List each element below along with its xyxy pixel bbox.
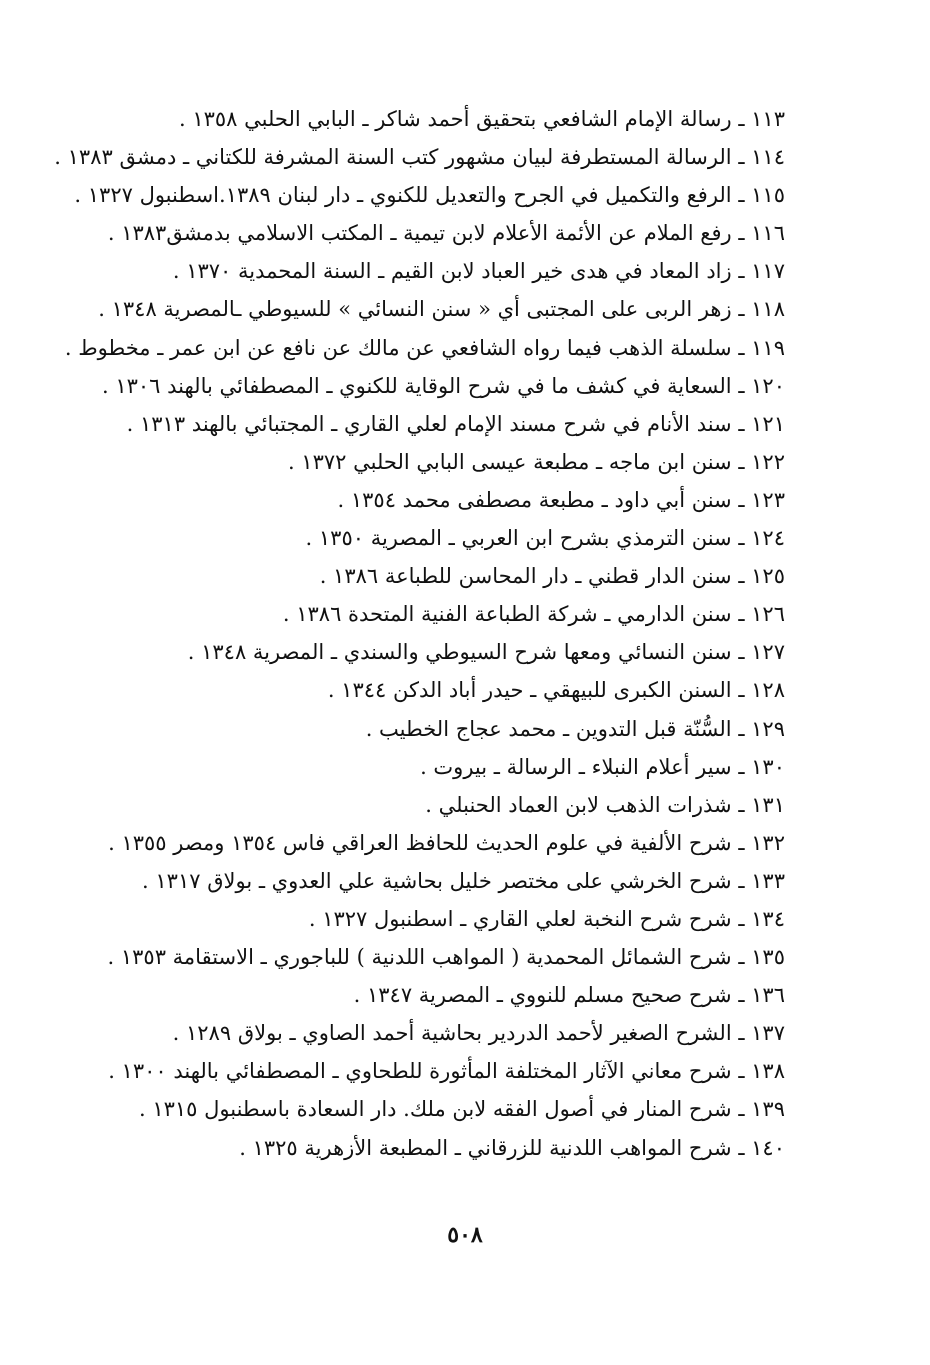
page-number: ٥٠٨ (447, 1222, 483, 1248)
bibliography-entry: ١١٧ ـ زاد المعاد في هدى خير العباد لابن القيم ـ السنة المحمدية ١٣٧٠ . (172, 259, 785, 284)
bibliography-entry: ١٢٤ ـ سنن الترمذي بشرح ابن العربي ـ المصرية ١٣٥٠ . (305, 526, 785, 551)
bibliography-entry: ١٣٦ ـ شرح صحيح مسلم للنووي ـ المصرية ١٣٤٧ . (353, 983, 785, 1008)
bibliography-entry: ١١٨ ـ زهر الربى على المجتبى أي « سنن النسائي » للسيوطي ـالمصرية ١٣٤٨ . (98, 297, 785, 322)
bibliography-entry: ١٣١ ـ شذرات الذهب لابن العماد الحنبلي . (425, 792, 785, 817)
bibliography-list (54, 100, 785, 1167)
bibliography-entry: ١٢٠ ـ السعاية في كشف ما في شرح الوقاية للكنوي ـ المصطفائي بالهند ١٣٠٦ . (101, 373, 785, 398)
bibliography-entry: ١١٥ ـ الرفع والتكميل في الجرح والتعديل للكنوي ـ دار لبنان ١٣٨٩.اسطنبول ١٣٢٧ . (74, 183, 785, 208)
bibliography-entry: ١١٦ ـ رفع الملام عن الأئمة الأعلام لابن تيمية ـ المكتب الاسلامي بدمشق١٣٨٣ . (107, 221, 785, 246)
bibliography-entry: ١٣٠ ـ سير أعلام النبلاء ـ الرسالة ـ بيروت . (420, 754, 785, 779)
bibliography-entry: ١٢٧ ـ سنن النسائي ومعها شرح السيوطي والسندي ـ المصرية ١٣٤٨ . (187, 640, 785, 665)
bibliography-entry: ١٣٤ ـ شرح شرح النخبة لعلي القاري ـ اسطنبول ١٣٢٧ . (308, 906, 785, 931)
bibliography-entry: ١٢١ ـ سند الأنام في شرح مسند الإمام لعلي القاري ـ المجتبائي بالهند ١٣١٣ . (126, 411, 785, 436)
bibliography-entry: ١٣٣ ـ شرح الخرشي على مختصر خليل بحاشية علي العدوي ـ بولاق ١٣١٧ . (142, 868, 785, 893)
bibliography-entry: ١٣٢ ـ شرح الألفية في علوم الحديث للحافظ العراقي فاس ١٣٥٤ ومصر ١٣٥٥ . (108, 830, 785, 855)
bibliography-entry: ١٣٨ ـ شرح معاني الآثار المختلفة المأثورة للطحاوي ـ المصطفائي بالهند ١٣٠٠ . (108, 1059, 785, 1084)
bibliography-entry: ١١٩ ـ سلسلة الذهب فيما رواه الشافعي عن مالك عن نافع عن ابن عمر ـ مخطوط . (64, 335, 785, 360)
bibliography-entry: ١٣٥ ـ شرح الشمائل المحمدية ( المواهب اللدنية ) للباجوري ـ الاستقامة ١٣٥٣ . (107, 945, 785, 970)
bibliography-entry: ١٢٨ ـ السنن الكبرى للبيهقي ـ حيدر أباد الدكن ١٣٤٤ . (327, 678, 785, 703)
bibliography-entry: ١٣٩ ـ شرح المنار في أصول الفقه لابن ملك. دار السعادة باسطنبول ١٣١٥ . (138, 1097, 785, 1122)
bibliography-entry: ١٢٥ ـ سنن الدار قطني ـ دار المحاسن للطباعة ١٣٨٦ . (319, 564, 785, 589)
bibliography-entry: ١٢٢ ـ سنن ابن ماجه ـ مطبعة عيسى البابي الحلبي ١٣٧٢ . (287, 449, 785, 474)
bibliography-entry: ١٢٣ ـ سنن أبي داود ـ مطبعة مصطفى محمد ١٣٥٤ . (337, 487, 785, 512)
bibliography-entry: ١٤٠ ـ شرح المواهب اللدنية للزرقاني ـ المطبعة الأزهرية ١٣٢٥ . (239, 1135, 785, 1160)
bibliography-entry: ١٢٩ ـ السُّنّة قبل التدوين ـ محمد عجاج الخطيب . (365, 716, 785, 741)
bibliography-entry: ١١٤ ـ الرسالة المستطرفة لبيان مشهور كتب السنة المشرفة للكتاني ـ دمشق ١٣٨٣ . (54, 145, 785, 170)
bibliography-entry: ١٢٦ ـ سنن الدارمي ـ شركة الطباعة الفنية المتحدة ١٣٨٦ . (282, 602, 785, 627)
bibliography-entry: ١١٣ ـ رسالة الإمام الشافعي بتحقيق أحمد شاكر ـ البابي الحلبي ١٣٥٨ . (178, 107, 785, 131)
bibliography-entry: ١٣٧ ـ الشرح الصغير لأحمد الدردير بحاشية أحمد الصاوي ـ بولاق ١٢٨٩ . (172, 1021, 785, 1046)
